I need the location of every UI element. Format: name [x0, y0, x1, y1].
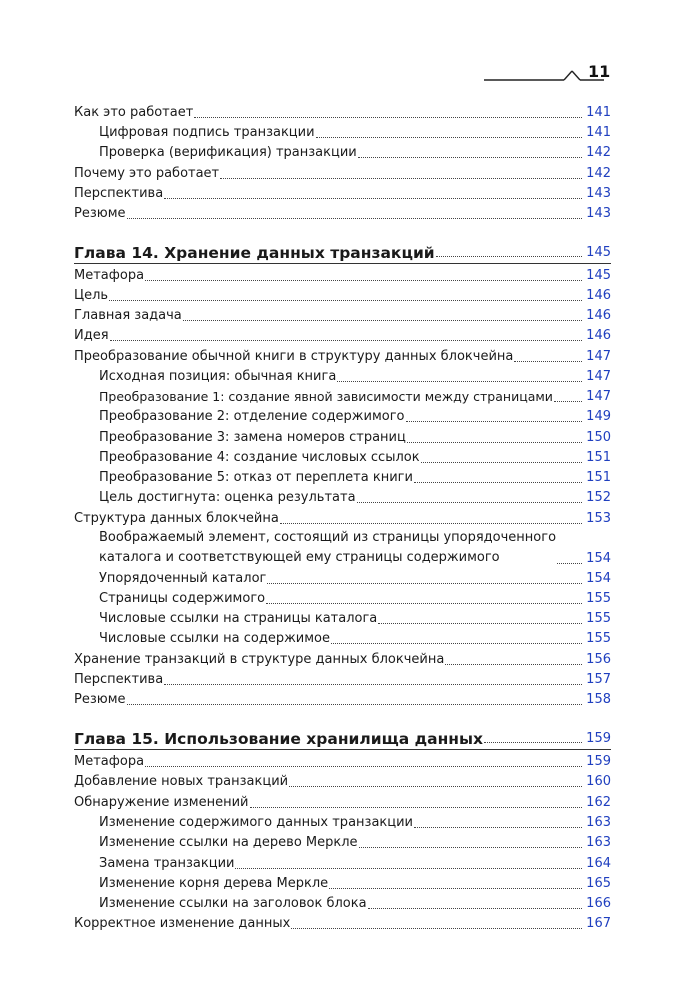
toc-entry[interactable]: Преобразование 1: создание явной зависимости между страницами 147 [99, 389, 611, 404]
toc-entry[interactable]: Добавление новых транзакций 160 [74, 774, 611, 789]
toc-entry[interactable]: Почему это работает 142 [74, 166, 611, 181]
toc-entry[interactable]: Числовые ссылки на страницы каталога 155 [99, 611, 611, 626]
toc-entry[interactable]: Замена транзакции 164 [99, 856, 611, 871]
toc-entry[interactable]: Резюме 143 [74, 206, 611, 221]
toc-entry[interactable]: Исходная позиция: обычная книга 147 [99, 369, 611, 384]
toc-entry[interactable]: Числовые ссылки на содержимое 155 [99, 631, 611, 646]
toc-entry[interactable]: Проверка (верификация) транзакции 142 [99, 145, 611, 160]
chapter-divider [74, 263, 611, 264]
toc-entry[interactable]: Перспектива 157 [74, 672, 611, 687]
toc-entry[interactable]: Идея 146 [74, 328, 611, 343]
toc-entry[interactable]: Структура данных блокчейна 153 [74, 511, 611, 526]
toc-entry[interactable]: Изменение ссылки на заголовок блока 166 [99, 896, 611, 911]
toc-entry[interactable]: Цифровая подпись транзакции 141 [99, 125, 611, 140]
toc-entry[interactable]: Цель 146 [74, 288, 611, 303]
toc-entry[interactable]: Изменение корня дерева Меркле 165 [99, 876, 611, 891]
toc-entry[interactable]: Преобразование 2: отделение содержимого 149 [99, 409, 611, 424]
toc-entry[interactable]: Метафора 159 [74, 754, 611, 769]
toc-entry[interactable]: Резюме 158 [74, 692, 611, 707]
toc-entry[interactable]: Главная задача 146 [74, 308, 611, 323]
toc-entry[interactable]: Обнаружение изменений 162 [74, 795, 611, 810]
toc-entry[interactable]: Цель достигнута: оценка результата 152 [99, 490, 611, 505]
toc-entry[interactable]: Преобразование 4: создание числовых ссылок 151 [99, 450, 611, 465]
toc-entry[interactable]: Преобразование обычной книги в структуру данных блокчейна 147 [74, 349, 611, 364]
page-number: 11 [588, 62, 611, 81]
toc-entry[interactable]: Хранение транзакций в структуре данных блокчейна 156 [74, 652, 611, 667]
toc-entry[interactable]: Как это работает 141 [74, 105, 611, 120]
toc-entry[interactable]: Изменение содержимого данных транзакции 163 [99, 815, 611, 830]
toc-chapter-15[interactable]: Глава 15. Использование хранилища данных 159 [74, 730, 611, 748]
toc-entry[interactable]: Метафора 145 [74, 268, 611, 283]
toc-entry[interactable]: Упорядоченный каталог 154 [99, 571, 611, 586]
toc-entry[interactable]: Перспектива 143 [74, 186, 611, 201]
chapter-divider [74, 749, 611, 750]
toc-chapter-14[interactable]: Глава 14. Хранение данных транзакций 145 [74, 244, 611, 262]
toc-entry[interactable]: Воображаемый элемент, состоящий из страницы упорядоченного каталога и соответствующей ему страницы содержимого 154 [99, 530, 611, 566]
toc-entry[interactable]: Преобразование 3: замена номеров страниц 150 [99, 430, 611, 445]
toc-entry[interactable]: Изменение ссылки на дерево Меркле 163 [99, 835, 611, 850]
toc-entry[interactable]: Страницы содержимого 155 [99, 591, 611, 606]
toc-entry[interactable]: Преобразование 5: отказ от переплета книги 151 [99, 470, 611, 485]
toc-entry[interactable]: Корректное изменение данных 167 [74, 916, 611, 931]
